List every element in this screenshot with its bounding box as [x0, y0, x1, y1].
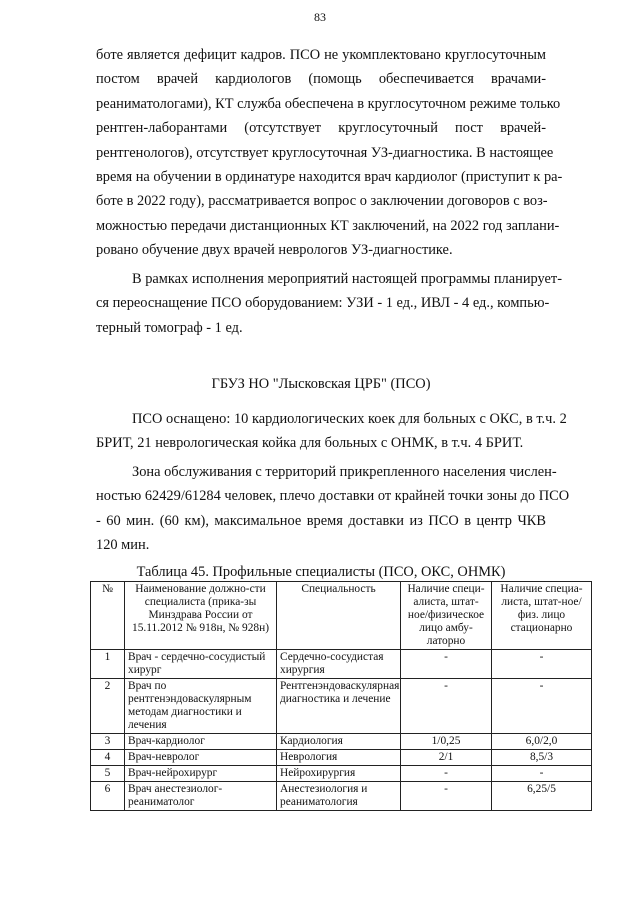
header-specialty: Специальность [277, 582, 401, 650]
cell-position: Врач-невролог [125, 750, 277, 766]
paragraph-equipment-plan [96, 267, 563, 340]
cell-number: 4 [91, 750, 125, 766]
paragraph-beds [96, 407, 567, 456]
cell-position: Врач-кардиолог [125, 734, 277, 750]
cell-outpatient: 2/1 [401, 750, 492, 766]
specialists-table [90, 581, 592, 811]
text-line: Зона обслуживания с территорий прикрепленного населения числен- [132, 464, 557, 480]
text-line: постом врачей кардиологов (помощь обеспечивается врачами- [96, 71, 546, 88]
table-header-row [91, 582, 592, 650]
cell-position: Врач анестезиолог-реаниматолог [125, 782, 277, 811]
text-line: - 60 мин. (60 км), максимальное время доставки из ПСО в центр ЧКВ [96, 512, 546, 529]
text-line: терный томограф - 1 ед. [96, 319, 243, 336]
cell-inpatient: - [492, 679, 592, 734]
cell-inpatient: 6,25/5 [492, 782, 592, 811]
table-row [91, 782, 592, 811]
text-line: боте в 2022 году), рассматривается вопрос о заключении договоров с воз- [96, 193, 548, 210]
cell-inpatient: - [492, 650, 592, 679]
cell-specialty: Анестезиология и реаниматология [277, 782, 401, 811]
text-line: ровано обучение двух врачей неврологов УЗ-диагностике. [96, 242, 453, 259]
cell-number: 6 [91, 782, 125, 811]
cell-outpatient: - [401, 679, 492, 734]
header-outpatient: Наличие специ-алиста, штат-ное/физическое лицо амбу-латорно [401, 582, 492, 650]
cell-outpatient: 1/0,25 [401, 734, 492, 750]
cell-number: 5 [91, 766, 125, 782]
text-line: рентген-лаборантами (отсутствует круглосуточный пост врачей- [96, 120, 546, 137]
page-number: 83 [314, 10, 326, 24]
cell-number: 2 [91, 679, 125, 734]
header-number: № [91, 582, 125, 650]
cell-number: 1 [91, 650, 125, 679]
cell-number: 3 [91, 734, 125, 750]
cell-specialty: Неврология [277, 750, 401, 766]
cell-specialty: Кардиология [277, 734, 401, 750]
cell-position: Врач-нейрохирург [125, 766, 277, 782]
header-inpatient: Наличие специа-листа, штат-ное/физ. лицо стационарно [492, 582, 592, 650]
section-heading: ГБУЗ НО "Лысковская ЦРБ" (ПСО) [211, 376, 431, 392]
text-line: рентгенологов), отсутствует круглосуточная УЗ-диагностика. В настоящее [96, 144, 554, 161]
header-position: Наименование должно-сти специалиста (прика-зы Минздрава России от 15.11.2012 № 918н, № 928н) [125, 582, 277, 650]
text-line: ПСО оснащено: 10 кардиологических коек для больных с ОКС, в т.ч. 2 [132, 411, 567, 427]
cell-outpatient: - [401, 650, 492, 679]
cell-outpatient: - [401, 782, 492, 811]
text-line: боте является дефицит кадров. ПСО не укомплектовано круглосуточным [96, 47, 546, 63]
table-row [91, 679, 592, 734]
cell-outpatient: - [401, 766, 492, 782]
text-line: 120 мин. [96, 537, 150, 554]
cell-position: Врач по рентгенэндоваскулярным методам диагностики и лечения [125, 679, 277, 734]
text-line: реаниматологами), КТ служба обеспечена в круглосуточном режиме только [96, 95, 561, 112]
cell-specialty: Нейрохирургия [277, 766, 401, 782]
text-line: В рамках исполнения мероприятий настоящей программы планирует- [132, 271, 563, 287]
cell-inpatient: 6,0/2,0 [492, 734, 592, 750]
text-line: ся переоснащение ПСО оборудованием: УЗИ - 1 ед., ИВЛ - 4 ед., компью- [96, 295, 550, 312]
paragraph-staff-shortage [96, 43, 563, 263]
cell-position: Врач - сердечно-сосудистый хирург [125, 650, 277, 679]
table-caption: Таблица 45. Профильные специалисты (ПСО, ОКС, ОНМК) [136, 564, 506, 580]
text-line: ностью 62429/61284 человек, плечо доставки от крайней точки зоны до ПСО [96, 488, 570, 505]
cell-inpatient: 8,5/3 [492, 750, 592, 766]
text-line: время на обучении в ординатуре находится врач кардиолог (приступит к ра- [96, 169, 563, 186]
table-row [91, 650, 592, 679]
cell-specialty: Сердечно-сосудистая хирургия [277, 650, 401, 679]
table-row [91, 750, 592, 766]
cell-specialty: Рентгенэндоваскулярная диагностика и лечение [277, 679, 401, 734]
cell-inpatient: - [492, 766, 592, 782]
table-row [91, 766, 592, 782]
text-line: можностью передачи дистанционных КТ заключений, на 2022 год заплани- [96, 217, 560, 234]
paragraph-service-zone [96, 460, 570, 558]
text-line: БРИТ, 21 неврологическая койка для больных с ОНМК, в т.ч. 4 БРИТ. [96, 435, 524, 452]
table-row [91, 734, 592, 750]
